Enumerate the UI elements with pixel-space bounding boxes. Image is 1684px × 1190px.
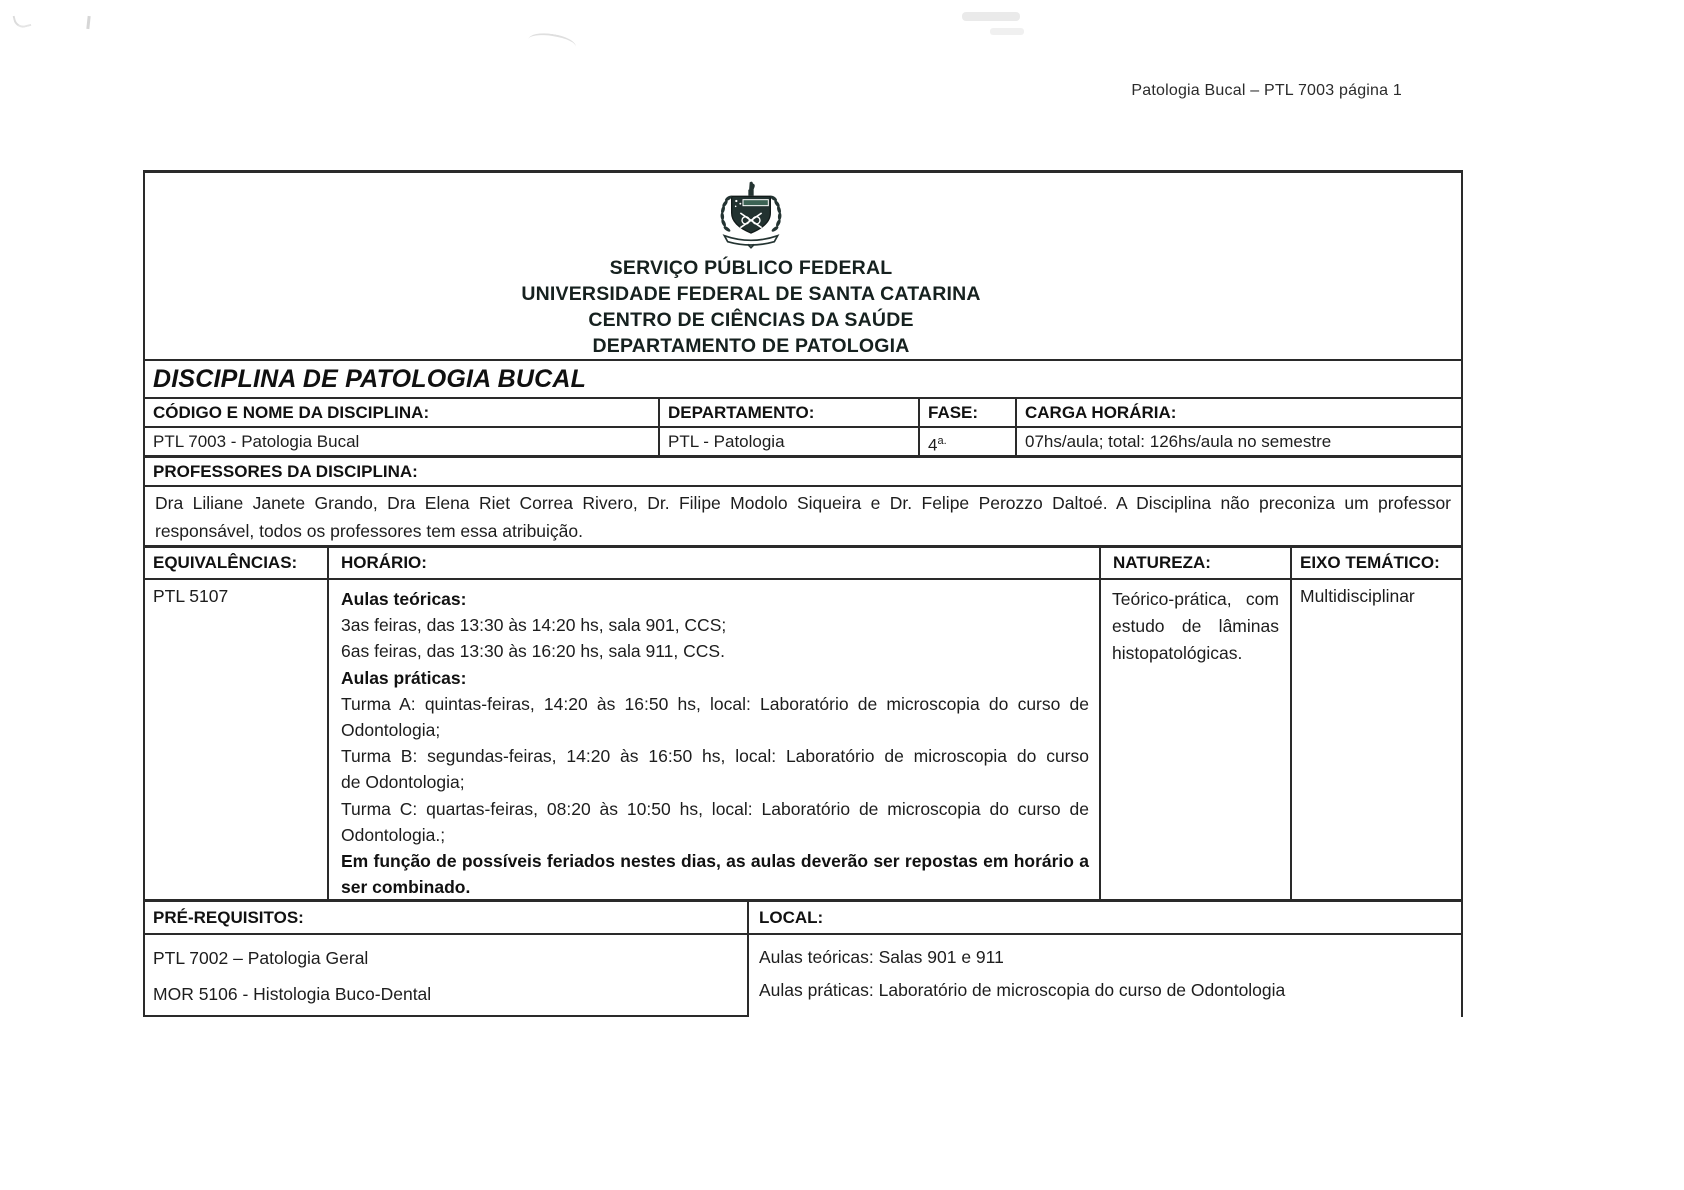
prerequisites-header-row xyxy=(145,902,1461,935)
value-horario xyxy=(327,580,1099,902)
schedule-body-row xyxy=(145,580,1461,902)
prerequisite-item: MOR 5106 - Histologia Buco-Dental xyxy=(153,984,432,1004)
professors-text-row xyxy=(145,487,1461,548)
holiday-note-line: Em função de possíveis feriados nestes dias, as aulas deverão ser repostas em horário a xyxy=(341,851,1089,872)
professors-text-line-1: Dra Liliane Janete Grando, Dra Elena Riet Correa Rivero, Dr. Filipe Modolo Siqueira e Dr. Felipe Perozzo Daltoé. A Disciplina não preconiza um professor xyxy=(155,493,1451,513)
course-info-header-row xyxy=(145,399,1461,428)
value-pre-requisitos xyxy=(145,935,747,1017)
professors-text-line-2: responsável, todos os professores tem essa atribuição. xyxy=(155,521,583,541)
scan-artifact xyxy=(990,28,1024,35)
institution-header-block xyxy=(441,181,1061,359)
course-form-table xyxy=(143,170,1463,1017)
label-pre-requisitos: PRÉ-REQUISITOS: xyxy=(153,908,304,927)
label-fase: FASE: xyxy=(918,399,1015,426)
professors-header-row xyxy=(145,458,1461,487)
value-natureza: Teórico-prática, com estudo de lâminas histopatológicas. xyxy=(1099,580,1290,902)
prerequisites-value-row xyxy=(145,935,1461,1017)
practice-label: Aulas práticas: xyxy=(341,667,467,688)
label-carga-horaria: CARGA HORÁRIA: xyxy=(1015,399,1461,426)
value-local xyxy=(747,935,1461,1017)
label-natureza: NATUREZA: xyxy=(1099,548,1290,578)
scan-artifact xyxy=(527,30,577,55)
practice-line: Turma A: quintas-feiras, 14:20 às 16:50 hs, local: Laboratório de microscopia do curso de xyxy=(341,693,1089,714)
value-eixo-tematico: Multidisciplinar xyxy=(1290,580,1461,902)
scan-artifact xyxy=(13,12,32,29)
value-carga-horaria: 07hs/aula; total: 126hs/aula no semestre xyxy=(1015,428,1461,455)
institution-line-4: DEPARTAMENTO DE PATOLOGIA xyxy=(592,335,910,357)
page-header xyxy=(0,82,1402,100)
label-departamento: DEPARTAMENTO: xyxy=(658,399,918,426)
scan-artifact xyxy=(962,12,1020,21)
value-fase xyxy=(918,428,1015,455)
theory-line: 6as feiras, das 13:30 às 16:20 hs, sala 911, CCS. xyxy=(341,641,725,662)
label-codigo-nome: CÓDIGO E NOME DA DISCIPLINA: xyxy=(153,403,430,422)
prerequisite-item: PTL 7002 – Patologia Geral xyxy=(153,948,369,968)
title-row xyxy=(145,361,1461,399)
course-info-value-row xyxy=(145,428,1461,458)
holiday-note-line: ser combinado. xyxy=(341,877,471,898)
institution-line-2: UNIVERSIDADE FEDERAL DE SANTA CATARINA xyxy=(521,283,981,305)
value-equivalencias: PTL 5107 xyxy=(153,586,229,606)
value-codigo-nome: PTL 7003 - Patologia Bucal xyxy=(153,432,360,451)
label-equivalencias: EQUIVALÊNCIAS: xyxy=(153,553,298,572)
fase-number: 4 xyxy=(928,435,938,455)
practice-line: Odontologia.; xyxy=(341,824,446,845)
ufsc-coat-of-arms-icon xyxy=(711,181,791,253)
institution-line-3: CENTRO DE CIÊNCIAS DA SAÚDE xyxy=(588,309,914,331)
institution-line-1: SERVIÇO PÚBLICO FEDERAL xyxy=(609,257,893,279)
practice-line: de Odontologia; xyxy=(341,772,465,793)
label-professores: PROFESSORES DA DISCIPLINA: xyxy=(153,462,418,481)
value-departamento: PTL - Patologia xyxy=(658,428,918,455)
page-header-text: Patologia Bucal – PTL 7003 página 1 xyxy=(1131,82,1402,99)
label-local: LOCAL: xyxy=(747,902,1461,933)
schedule-header-row xyxy=(145,548,1461,580)
practice-line: Odontologia; xyxy=(341,720,441,741)
theory-line: 3as feiras, das 13:30 às 14:20 hs, sala 901, CCS; xyxy=(341,615,727,636)
institution-header xyxy=(145,173,1461,361)
local-item: Aulas teóricas: Salas 901 e 911 xyxy=(759,947,1004,967)
document-title: DISCIPLINA DE PATOLOGIA BUCAL xyxy=(153,364,587,393)
scan-artifact xyxy=(86,16,90,29)
fase-ordinal: a. xyxy=(937,435,947,447)
practice-line: Turma B: segundas-feiras, 14:20 às 16:50 hs, local: Laboratório de microscopia do curso xyxy=(341,746,1089,767)
practice-line: Turma C: quartas-feiras, 08:20 às 10:50 hs, local: Laboratório de microscopia do curso de xyxy=(341,798,1089,819)
label-eixo-tematico: EIXO TEMÁTICO: xyxy=(1290,548,1461,578)
local-item: Aulas práticas: Laboratório de microscopia do curso de Odontologia xyxy=(759,980,1286,1000)
theory-label: Aulas teóricas: xyxy=(341,589,467,609)
label-horario: HORÁRIO: xyxy=(327,548,1099,578)
